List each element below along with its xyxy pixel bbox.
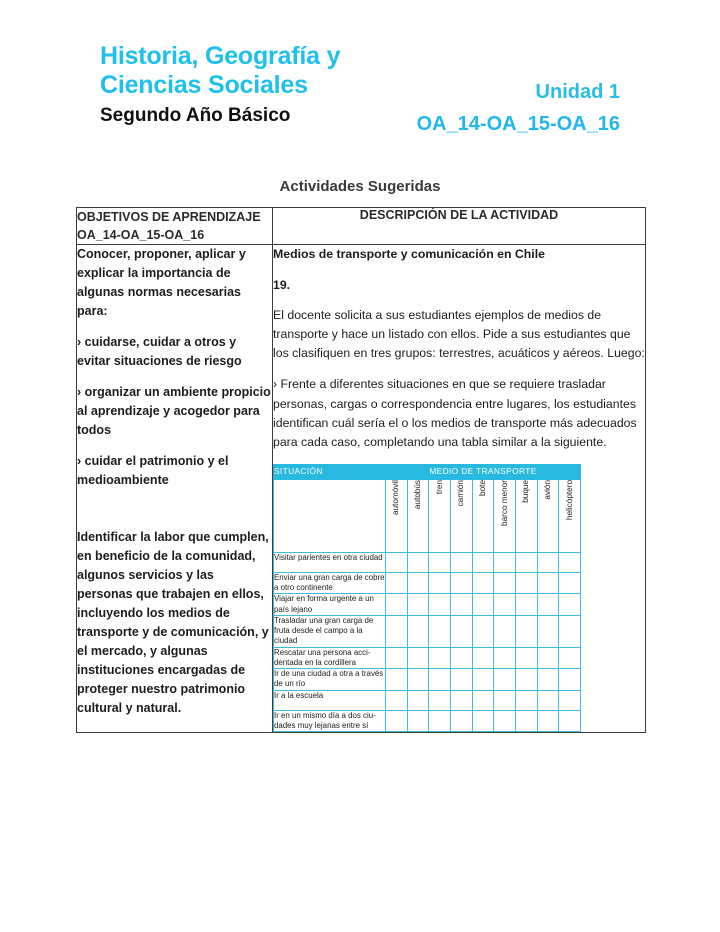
transport-answer-cell[interactable]	[559, 669, 581, 691]
transport-answer-cell[interactable]	[429, 710, 451, 732]
objective-bullet-2: › organizar un ambiente propicio al aprendizaje y acogedor para todos	[77, 385, 271, 438]
transport-answer-cell[interactable]	[450, 669, 472, 691]
transport-mode-label: buque	[521, 479, 531, 503]
table-content-row	[77, 245, 646, 733]
activities-table	[76, 207, 646, 733]
banner-situacion: SITUACIÓN	[274, 464, 386, 479]
transport-answer-cell[interactable]	[407, 647, 429, 669]
grade-level: Segundo Año Básico	[100, 104, 291, 126]
transport-answer-cell[interactable]	[386, 594, 408, 616]
transport-answer-cell[interactable]	[494, 594, 516, 616]
transport-answer-cell[interactable]	[386, 710, 408, 732]
transport-answer-cell[interactable]	[450, 572, 472, 594]
transport-answer-cell[interactable]	[515, 647, 537, 669]
transport-worksheet	[273, 464, 580, 733]
transport-answer-cell[interactable]	[515, 690, 537, 710]
transport-answer-cell[interactable]	[537, 572, 559, 594]
transport-answer-cell[interactable]	[450, 615, 472, 647]
situation-label: Viajar en forma urgente a un país lejano	[274, 594, 386, 616]
objectives-cell	[77, 245, 273, 733]
transport-mode-label: autobús	[412, 479, 422, 509]
column-header-description: DESCRIPCIÓN DE LA ACTIVIDAD	[273, 208, 646, 245]
transport-mode-header	[429, 479, 451, 552]
transport-answer-cell[interactable]	[494, 647, 516, 669]
transport-answer-cell[interactable]	[515, 572, 537, 594]
transport-header-empty-cell	[274, 479, 386, 552]
transport-situation-row	[274, 552, 581, 572]
activity-cell	[273, 245, 646, 733]
transport-answer-cell[interactable]	[429, 552, 451, 572]
header-right-group	[406, 42, 620, 136]
transport-answer-cell[interactable]	[386, 572, 408, 594]
transport-answer-cell[interactable]	[494, 615, 516, 647]
situation-label: Ir en un mismo día a dos ciu-dades muy lejanas entre sí	[274, 710, 386, 732]
transport-mode-label: avión	[542, 479, 552, 500]
transport-situation-row	[274, 594, 581, 616]
transport-answer-cell[interactable]	[515, 594, 537, 616]
transport-answer-cell[interactable]	[450, 647, 472, 669]
transport-situation-row	[274, 647, 581, 669]
transport-answer-cell[interactable]	[537, 690, 559, 710]
transport-situation-row	[274, 669, 581, 691]
transport-answer-cell[interactable]	[386, 669, 408, 691]
objective-paragraph-2: Identificar la labor que cumplen, en beneficio de la comunidad, algunos servicios y las personas que trabajen en ellos, incluyendo los medios de transporte y de comunicación, y el mercado, y algunas instituciones encargadas de proteger nuestro patrimonio cultural y natural.	[77, 530, 269, 716]
transport-answer-cell[interactable]	[429, 647, 451, 669]
transport-answer-cell[interactable]	[450, 552, 472, 572]
transport-situation-row	[274, 690, 581, 710]
situation-label: Enviar una gran carga de cobre a otro continente	[274, 572, 385, 592]
banner-medio-de-transporte: MEDIO DE TRANSPORTE	[386, 464, 581, 479]
transport-answer-cell[interactable]	[386, 690, 408, 710]
transport-answer-cell[interactable]	[407, 572, 429, 594]
transport-answer-cell[interactable]	[472, 690, 494, 710]
transport-answer-cell[interactable]	[429, 669, 451, 691]
activity-number: 19.	[273, 278, 291, 293]
objective-bullet-1: › cuidarse, cuidar a otros y evitar situaciones de riesgo	[77, 335, 242, 369]
situation-label: Trasladar una gran carga de fruta desde el campo a la ciudad	[274, 615, 386, 647]
transport-answer-cell[interactable]	[537, 669, 559, 691]
oa-codes: OA_14-OA_15-OA_16	[416, 113, 620, 135]
transport-answer-cell[interactable]	[494, 572, 516, 594]
transport-answer-cell[interactable]	[472, 647, 494, 669]
transport-answer-cell[interactable]	[559, 710, 581, 732]
transport-answer-cell[interactable]	[472, 552, 494, 572]
transport-answer-cell[interactable]	[559, 690, 581, 710]
transport-mode-label: tren	[434, 479, 444, 494]
transport-answer-cell[interactable]	[450, 710, 472, 732]
objectives-spacer	[77, 502, 272, 528]
transport-answer-cell[interactable]	[386, 552, 408, 572]
activity-heading: Medios de transporte y comunicación en Chile	[273, 247, 545, 262]
transport-answer-cell[interactable]	[386, 615, 408, 647]
transport-answer-cell[interactable]	[559, 647, 581, 669]
transport-modes-header-row	[274, 479, 581, 552]
transport-answer-cell[interactable]	[494, 552, 516, 572]
transport-answer-cell[interactable]	[472, 669, 494, 691]
transport-banner-row	[274, 464, 581, 479]
transport-mode-label: camión	[456, 479, 466, 507]
header-left-group	[100, 42, 406, 127]
activity-bullet: › Frente a diferentes situaciones en que se requiere trasladar personas, cargas o correspondencia entre lugares, los estudiantes identifican cuál sería el o los medios de transporte más adecuados para cada caso, completando una tabla similar a la siguiente.	[273, 377, 637, 449]
transport-answer-cell[interactable]	[407, 690, 429, 710]
table-header-row	[77, 208, 646, 245]
transport-answer-cell[interactable]	[537, 615, 559, 647]
transport-answer-cell[interactable]	[407, 594, 429, 616]
transport-mode-header	[472, 479, 494, 552]
transport-answer-cell[interactable]	[559, 615, 581, 647]
document-header	[100, 42, 620, 136]
transport-answer-cell[interactable]	[407, 710, 429, 732]
transport-answer-cell[interactable]	[494, 669, 516, 691]
transport-answer-cell[interactable]	[472, 615, 494, 647]
transport-answer-cell[interactable]	[472, 710, 494, 732]
transport-answer-cell[interactable]	[450, 594, 472, 616]
transport-mode-header	[407, 479, 429, 552]
transport-answer-cell[interactable]	[537, 710, 559, 732]
subject-title: Historia, Geografía y Ciencias Sociales	[100, 42, 341, 100]
transport-answer-cell[interactable]	[537, 594, 559, 616]
transport-situation-row	[274, 572, 581, 594]
transport-answer-cell[interactable]	[386, 647, 408, 669]
transport-answer-cell[interactable]	[559, 594, 581, 616]
transport-answer-cell[interactable]	[515, 669, 537, 691]
transport-table	[273, 464, 581, 733]
transport-answer-cell[interactable]	[537, 647, 559, 669]
transport-mode-header	[386, 479, 408, 552]
transport-answer-cell[interactable]	[429, 690, 451, 710]
transport-answer-cell[interactable]	[515, 710, 537, 732]
transport-answer-cell[interactable]	[472, 594, 494, 616]
transport-mode-header	[494, 479, 516, 552]
transport-answer-cell[interactable]	[472, 572, 494, 594]
transport-answer-cell[interactable]	[407, 669, 429, 691]
section-title: Actividades Sugeridas	[279, 178, 441, 195]
transport-situation-row	[274, 710, 581, 732]
transport-answer-cell[interactable]	[429, 594, 451, 616]
objective-bullet-3: › cuidar el patrimonio y el medioambiente	[77, 454, 229, 488]
transport-answer-cell[interactable]	[494, 710, 516, 732]
transport-answer-cell[interactable]	[515, 552, 537, 572]
transport-answer-cell[interactable]	[559, 552, 581, 572]
transport-answer-cell[interactable]	[429, 615, 451, 647]
transport-mode-header	[450, 479, 472, 552]
situation-label: Rescatar una persona acci-dentada en la cordillera	[274, 647, 386, 669]
situation-label: Ir a la escuela	[274, 690, 386, 710]
column-header-objectives: OBJETIVOS DE APRENDIZAJE OA_14-OA_15-OA_16	[77, 208, 273, 245]
transport-mode-label: automóvil	[391, 479, 401, 515]
activity-paragraph: El docente solicita a sus estudiantes ejemplos de medios de transporte y hace un listado con ellos. Pide a sus estudiantes que los clasifiquen en tres grupos: terrestres, acuáticos y aéreos. Luego:	[273, 308, 645, 361]
transport-situation-row	[274, 615, 581, 647]
transport-mode-label: helicóptero	[564, 479, 574, 520]
transport-answer-cell[interactable]	[537, 552, 559, 572]
transport-mode-label: bote	[477, 479, 487, 496]
transport-answer-cell[interactable]	[515, 615, 537, 647]
transport-answer-cell[interactable]	[429, 572, 451, 594]
objective-intro: Conocer, proponer, aplicar y explicar la importancia de algunas normas necesarias para:	[77, 247, 246, 319]
transport-answer-cell[interactable]	[494, 690, 516, 710]
situation-label: Ir de una ciudad a otra a través de un río	[274, 669, 386, 691]
unit-label: Unidad 1	[535, 81, 620, 103]
transport-answer-cell[interactable]	[407, 552, 429, 572]
transport-mode-header	[559, 479, 581, 552]
transport-mode-label: barco menor	[499, 479, 509, 526]
transport-answer-cell[interactable]	[407, 615, 429, 647]
transport-answer-cell[interactable]	[559, 572, 581, 594]
transport-answer-cell[interactable]	[450, 690, 472, 710]
transport-mode-header	[515, 479, 537, 552]
transport-mode-header	[537, 479, 559, 552]
situation-label: Visitar parientes en otra ciudad	[274, 552, 386, 572]
